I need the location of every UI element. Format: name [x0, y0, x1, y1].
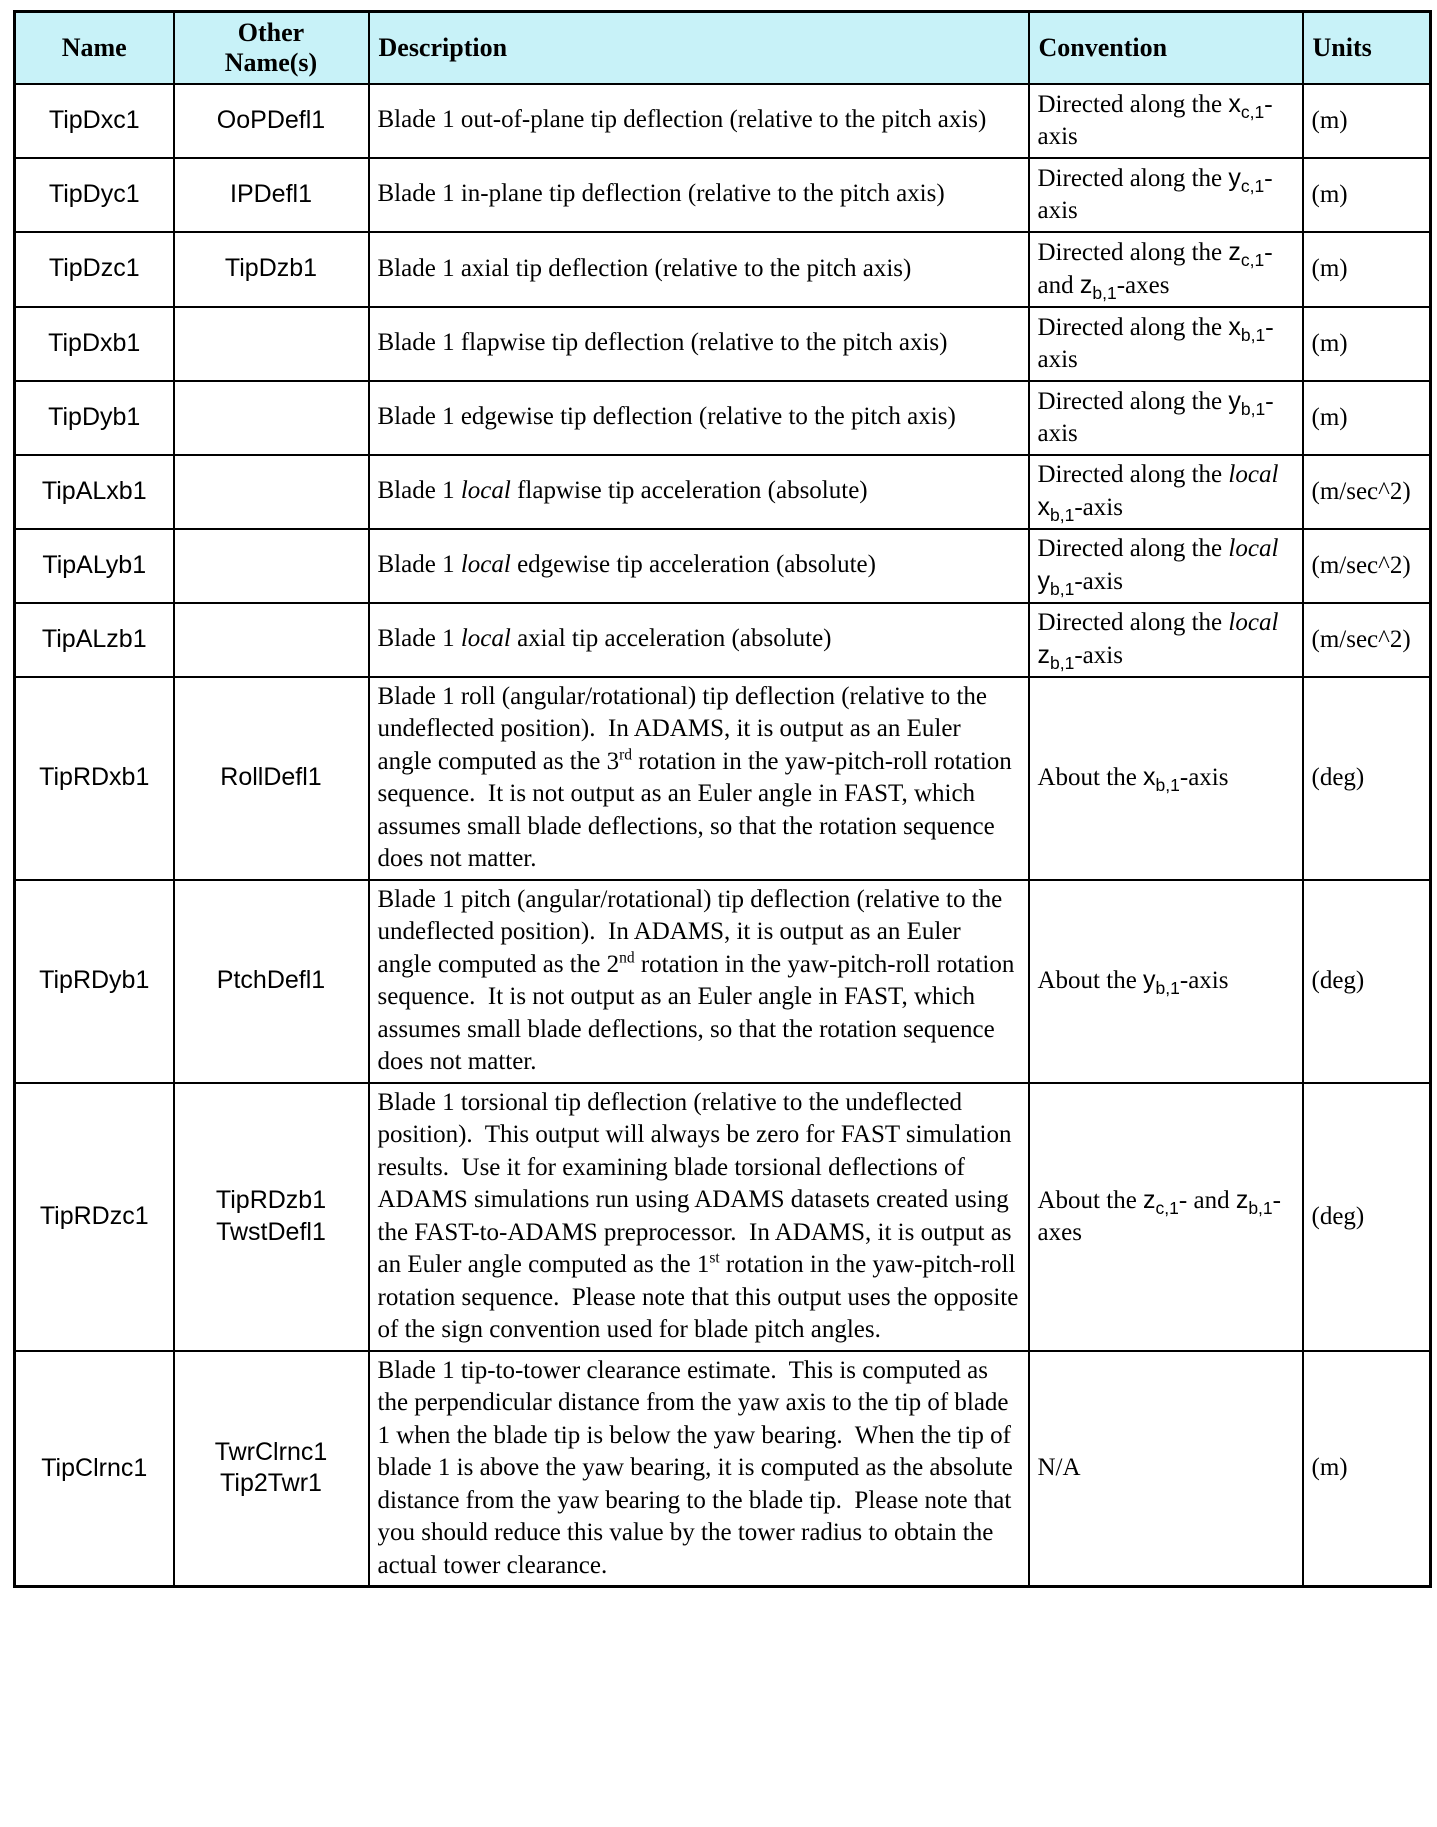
- text-segment: Directed along the: [1037, 313, 1229, 341]
- text-segment: Blade 1 axial tip deflection (relative to the pitch axis): [377, 254, 912, 282]
- column-header-description: Description: [369, 12, 1029, 84]
- text-segment: -axis: [1179, 967, 1229, 995]
- text-segment: -axis: [1037, 164, 1273, 224]
- description-cell: [369, 455, 1029, 529]
- text-segment: Directed along the: [1037, 460, 1229, 488]
- text-segment: About the: [1037, 967, 1144, 995]
- axis-variable: x: [1228, 89, 1241, 118]
- axis-subscript: b,1: [1155, 978, 1180, 999]
- units-cell: (deg): [1303, 677, 1431, 880]
- axis-variable: z: [1037, 641, 1050, 669]
- table-row: [15, 381, 1431, 455]
- name-cell: TipDxc1: [15, 84, 174, 158]
- axis-variable: y: [1228, 386, 1241, 415]
- axis-variable: z: [1143, 1185, 1156, 1214]
- text-segment: Blade 1: [377, 625, 461, 653]
- other-name: TipRDzb1: [215, 1186, 327, 1215]
- axis-subscript: b,1: [1050, 505, 1075, 525]
- units-cell: (deg): [1303, 880, 1431, 1083]
- text-segment: rotation in the yaw-pitch-roll rotation sequence. It is not output as an Euler angle in FAST, which assumes small blade deflections, so that the rotation sequence does not matter.: [377, 950, 1021, 1075]
- units-cell: (m): [1303, 307, 1431, 381]
- description-cell: [369, 603, 1029, 677]
- other-name: TwrClrnc1: [214, 1438, 328, 1466]
- other-names-cell: [174, 381, 369, 455]
- text-segment: Directed along the: [1037, 238, 1229, 266]
- convention-cell: [1029, 529, 1303, 603]
- name-cell: TipALyb1: [15, 529, 174, 603]
- text-segment: -axis: [1074, 568, 1123, 595]
- text-segment: Blade 1 tip-to-tower clearance estimate. This is computed as the perpendicular distance from the yaw axis to the tip of blade 1 when the blade tip is below the yaw bearing. When the tip of blade 1 is above the yaw bearing, it is computed as the absolute distance from the yaw bearing to the blade tip. Please note that you should reduce this value by the tower radius to obtain the actual tower clearance.: [377, 1356, 1019, 1579]
- text-segment: -axes: [1037, 1186, 1281, 1246]
- units-cell: (m/sec^2): [1303, 529, 1431, 603]
- text-segment: Blade 1 flapwise tip deflection (relative to the pitch axis): [377, 329, 948, 357]
- description-cell: [369, 307, 1029, 381]
- axis-variable: y: [1143, 966, 1156, 995]
- text-segment: Blade 1 edgewise tip deflection (relative to the pitch axis): [377, 403, 956, 431]
- axis-variable: z: [1228, 237, 1241, 266]
- other-names-cell: [174, 84, 369, 158]
- units-cell: (m): [1303, 158, 1431, 232]
- text-segment: - and: [1037, 238, 1273, 299]
- other-names-cell: [174, 677, 369, 880]
- other-name: OoPDefl1: [216, 105, 326, 134]
- convention-cell: [1029, 232, 1303, 307]
- name-cell: TipALzb1: [15, 603, 174, 677]
- convention-cell: [1029, 1083, 1303, 1351]
- text-segment: Directed along the: [1037, 534, 1229, 562]
- name-cell: TipClrnc1: [15, 1351, 174, 1587]
- table-body: [15, 84, 1431, 1587]
- table-row: [15, 307, 1431, 381]
- table-row: [15, 158, 1431, 232]
- axis-variable: y: [1037, 567, 1050, 595]
- text-segment: About the: [1037, 764, 1144, 792]
- description-cell: [369, 232, 1029, 307]
- name-cell: TipDyc1: [15, 158, 174, 232]
- name-cell: TipRDxb1: [15, 677, 174, 880]
- name-cell: TipRDyb1: [15, 880, 174, 1083]
- axis-variable: x: [1228, 312, 1241, 341]
- other-names-cell: [174, 529, 369, 603]
- axis-subscript: b,1: [1240, 324, 1266, 345]
- text-segment: About the: [1037, 1186, 1144, 1214]
- units-cell: (m/sec^2): [1303, 455, 1431, 529]
- axis-subscript: c,1: [1240, 175, 1265, 196]
- text-segment: edgewise tip acceleration (absolute): [510, 551, 876, 579]
- other-name: RollDefl1: [220, 763, 322, 792]
- units-cell: (m): [1303, 1351, 1431, 1587]
- axis-subscript: c,1: [1240, 101, 1265, 122]
- column-header-other-names-label: Other Name(s): [224, 17, 318, 77]
- table-row: [15, 529, 1431, 603]
- italic-text: local: [460, 625, 511, 653]
- axis-subscript: c,1: [1155, 1197, 1179, 1218]
- text-segment: -axis: [1037, 313, 1274, 373]
- text-segment: -axis: [1037, 387, 1274, 447]
- text-segment: Directed along the: [1037, 387, 1229, 415]
- convention-cell: [1029, 158, 1303, 232]
- column-header-other-names: [174, 12, 369, 84]
- units-cell: (m): [1303, 232, 1431, 307]
- convention-cell: [1029, 84, 1303, 158]
- convention-cell: [1029, 1351, 1303, 1587]
- text-segment: Blade 1 in-plane tip deflection (relative to the pitch axis): [377, 180, 945, 208]
- table-row: [15, 677, 1431, 880]
- table-row: [15, 455, 1431, 529]
- description-cell: [369, 381, 1029, 455]
- units-cell: (m): [1303, 84, 1431, 158]
- name-cell: TipDxb1: [15, 307, 174, 381]
- italic-text: local: [1228, 460, 1279, 488]
- description-cell: [369, 677, 1029, 880]
- other-names-cell: [174, 158, 369, 232]
- text-segment: -axis: [1074, 494, 1123, 521]
- text-segment: -axes: [1116, 272, 1170, 299]
- description-cell: [369, 1351, 1029, 1587]
- units-cell: (m/sec^2): [1303, 603, 1431, 677]
- table-row: [15, 603, 1431, 677]
- other-names-cell: [174, 1351, 369, 1587]
- axis-subscript: b,1: [1050, 579, 1075, 599]
- axis-subscript: b,1: [1092, 283, 1117, 303]
- other-names-cell: [174, 1083, 369, 1351]
- axis-subscript: b,1: [1240, 398, 1266, 419]
- description-cell: [369, 529, 1029, 603]
- name-cell: TipDzc1: [15, 232, 174, 307]
- table-row: [15, 880, 1431, 1083]
- other-names-cell: [174, 880, 369, 1083]
- text-segment: Directed along the: [1037, 164, 1229, 192]
- output-parameters-table: [13, 10, 1432, 1588]
- other-name: TwstDefl1: [216, 1217, 326, 1246]
- table-row: [15, 1351, 1431, 1587]
- text-segment: -axis: [1074, 642, 1123, 669]
- text-segment: Directed along the: [1037, 608, 1229, 636]
- italic-text: local: [1228, 534, 1279, 562]
- convention-cell: [1029, 880, 1303, 1083]
- text-segment: Blade 1 roll (angular/rotational) tip deflection (relative to the undeflected position). In ADAMS, it is output as an Euler angle computed as the 3: [377, 682, 994, 775]
- text-segment: -axis: [1037, 90, 1273, 150]
- axis-variable: x: [1143, 763, 1156, 792]
- other-names-cell: [174, 455, 369, 529]
- text-segment: Blade 1: [377, 477, 461, 505]
- other-names-cell: [174, 232, 369, 307]
- text-segment: -axis: [1179, 764, 1229, 792]
- convention-cell: [1029, 603, 1303, 677]
- description-cell: [369, 158, 1029, 232]
- axis-variable: y: [1228, 163, 1241, 192]
- column-header-units: Units: [1303, 12, 1431, 84]
- text-segment: flapwise tip acceleration (absolute): [510, 477, 868, 505]
- column-header-name: Name: [15, 12, 174, 84]
- text-segment: Blade 1 out-of-plane tip deflection (relative to the pitch axis): [377, 106, 987, 134]
- other-name: PtchDefl1: [216, 966, 326, 995]
- name-cell: TipALxb1: [15, 455, 174, 529]
- axis-variable: z: [1235, 1185, 1249, 1214]
- table-row: [15, 232, 1431, 307]
- column-header-convention: Convention: [1029, 12, 1303, 84]
- text-segment: Blade 1 pitch (angular/rotational) tip deflection (relative to the undeflected position). In ADAMS, it is output as an Euler angle computed as the 2: [377, 885, 1009, 978]
- text-segment: Directed along the: [1037, 90, 1229, 118]
- text-segment: rotation in the yaw-pitch-roll rotation sequence. It is not output as an Euler angle in FAST, which assumes small blade deflections, so that the rotation sequence does not matter.: [377, 747, 1019, 872]
- text-segment: N/A: [1037, 1454, 1081, 1481]
- description-cell: [369, 1083, 1029, 1351]
- table-row: [15, 84, 1431, 158]
- convention-cell: [1029, 677, 1303, 880]
- other-name: TipDzb1: [224, 254, 318, 283]
- units-cell: (deg): [1303, 1083, 1431, 1351]
- other-names-cell: [174, 307, 369, 381]
- superscript-text: nd: [619, 949, 635, 967]
- convention-cell: [1029, 381, 1303, 455]
- axis-subscript: b,1: [1155, 775, 1180, 796]
- text-segment: Blade 1: [377, 551, 461, 579]
- axis-subscript: b,1: [1050, 653, 1075, 673]
- other-name: IPDefl1: [230, 179, 312, 208]
- text-segment: - and: [1178, 1186, 1236, 1214]
- table-row: [15, 1083, 1431, 1351]
- superscript-text: st: [709, 1249, 720, 1267]
- text-segment: axial tip acceleration (absolute): [510, 625, 832, 653]
- italic-text: local: [1228, 608, 1279, 636]
- axis-variable: z: [1079, 271, 1093, 299]
- italic-text: local: [460, 551, 511, 579]
- header-row: [15, 12, 1431, 84]
- axis-variable: x: [1037, 493, 1050, 521]
- italic-text: local: [460, 477, 511, 505]
- description-cell: [369, 880, 1029, 1083]
- axis-subscript: b,1: [1248, 1197, 1273, 1218]
- axis-subscript: c,1: [1240, 249, 1265, 270]
- description-cell: [369, 84, 1029, 158]
- superscript-text: rd: [619, 746, 633, 764]
- text-segment: rotation in the yaw-pitch-roll rotation sequence. Please note that this output uses the opposite of the sign convention used for blade pitch angles.: [377, 1251, 1025, 1343]
- name-cell: TipRDzc1: [15, 1083, 174, 1351]
- convention-cell: [1029, 455, 1303, 529]
- convention-cell: [1029, 307, 1303, 381]
- other-name: Tip2Twr1: [220, 1469, 322, 1498]
- name-cell: TipDyb1: [15, 381, 174, 455]
- units-cell: (m): [1303, 381, 1431, 455]
- text-segment: Blade 1 torsional tip deflection (relative to the undeflected position). This output will always be zero for FAST simulation results. Use it for examining blade torsional deflections of ADAMS simulations run using ADAMS datasets created using the FAST-to-ADAMS preprocessor. In ADAMS, it is output as an Euler angle computed as the 1: [377, 1088, 1018, 1278]
- other-names-cell: [174, 603, 369, 677]
